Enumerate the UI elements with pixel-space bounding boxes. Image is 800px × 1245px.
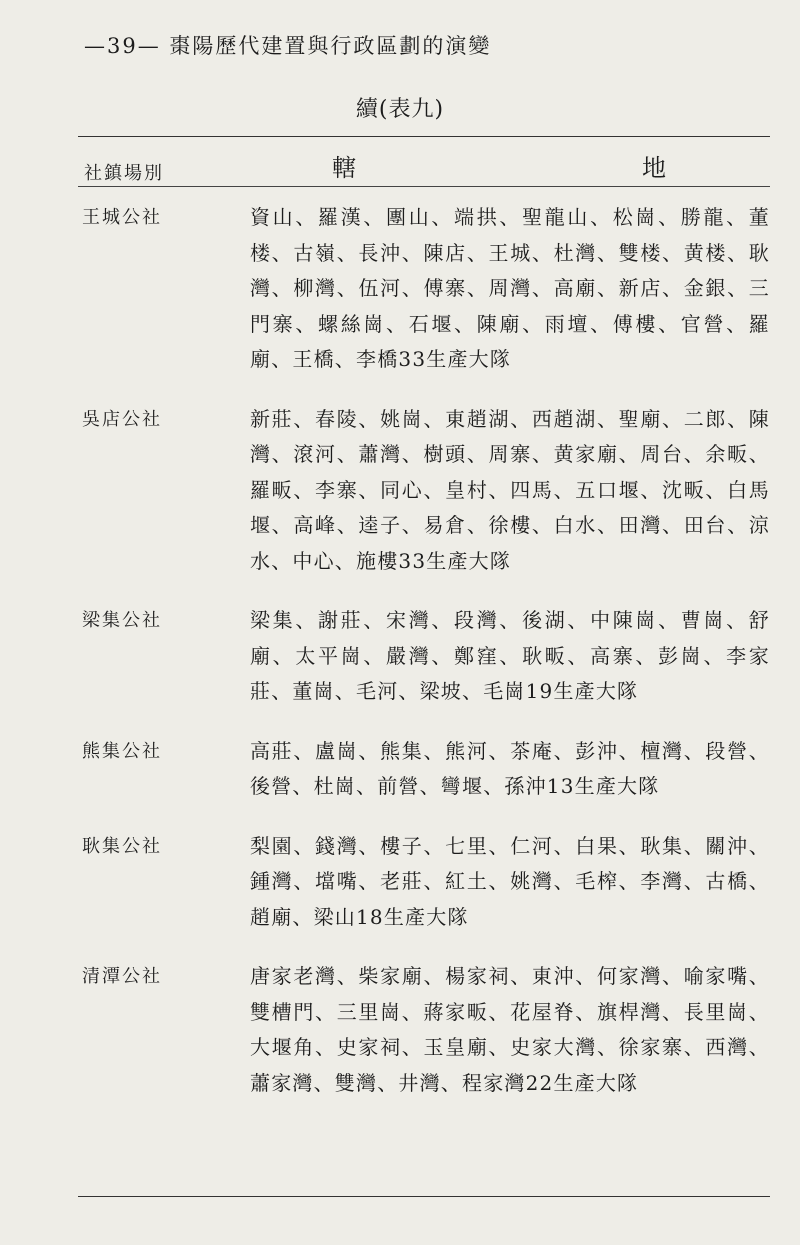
commune-name: 清潭公社 bbox=[82, 966, 162, 987]
table-row bbox=[78, 959, 778, 1101]
column-header-unit: 社鎮場別 bbox=[84, 163, 164, 184]
table-row bbox=[78, 200, 778, 378]
commune-name: 王城公社 bbox=[82, 207, 162, 228]
table-bottom-rule bbox=[78, 1196, 770, 1197]
table-row bbox=[78, 829, 778, 936]
commune-jurisdiction: 梨園、錢灣、樓子、七里、仁河、白果、耿集、關沖、鍾灣、壋嘴、老莊、紅土、姚灣、毛榨、李灣、古橋、趙廟、梁山18生產大隊 bbox=[250, 833, 770, 929]
commune-name: 熊集公社 bbox=[82, 740, 162, 762]
commune-jurisdiction: 唐家老灣、柴家廟、楊家祠、東沖、何家灣、喻家嘴、雙槽門、三里崗、蔣家畈、花屋脊、旗桿灣、長里崗、大堰角、史家祠、玉皇廟、史家大灣、徐家寨、西灣、蕭家灣、雙灣、井灣、程家灣22生產大隊 bbox=[250, 964, 770, 1095]
table-row bbox=[78, 402, 778, 580]
table-header-rule bbox=[78, 186, 770, 187]
table-body bbox=[78, 200, 778, 1125]
commune-jurisdiction: 資山、羅漢、團山、端拱、聖龍山、松崗、勝龍、董楼、古嶺、長沖、陳店、王城、杜灣、雙楼、黄楼、耿灣、柳灣、伍河、傅寨、周灣、高廟、新店、金銀、三門寨、螺絲崗、石堰、陳廟、雨壇、傅樓、官營、羅廟、王橋、李橋33生產大隊 bbox=[250, 205, 770, 371]
table-row bbox=[78, 603, 778, 710]
table-row bbox=[78, 734, 778, 805]
commune-jurisdiction: 高莊、盧崗、熊集、熊河、茶庵、彭沖、檀灣、段營、後營、杜崗、前營、彎堰、孫沖13生產大隊 bbox=[250, 738, 770, 798]
commune-jurisdiction: 新莊、春陵、姚崗、東趙湖、西趙湖、聖廟、二郎、陳灣、滾河、蕭灣、樹頭、周寨、黄家廟、周台、余畈、羅畈、李寨、同心、皇村、四馬、五口堰、沈畈、白馬堰、高峰、逵子、易倉、徐樓、白水、田灣、田台、涼水、中心、施樓33生產大隊 bbox=[250, 406, 770, 573]
page-header: —39— 棗陽歷代建置與行政區劃的演變 bbox=[84, 34, 492, 58]
table-top-rule bbox=[78, 136, 770, 137]
commune-name: 耿集公社 bbox=[82, 835, 162, 857]
commune-name: 吳店公社 bbox=[82, 408, 162, 430]
commune-jurisdiction: 梁集、謝莊、宋灣、段灣、後湖、中陳崗、曹崗、舒廟、太平崗、嚴灣、鄭窪、耿畈、高寨、彭崗、李家莊、董崗、毛河、梁坡、毛崗19生產大隊 bbox=[250, 608, 770, 703]
table-title: 續(表九) bbox=[355, 97, 445, 122]
column-header-jurisdiction-part2: 地 bbox=[642, 154, 666, 182]
commune-name: 梁集公社 bbox=[82, 610, 162, 631]
column-header-jurisdiction-part1: 轄 bbox=[332, 154, 356, 182]
